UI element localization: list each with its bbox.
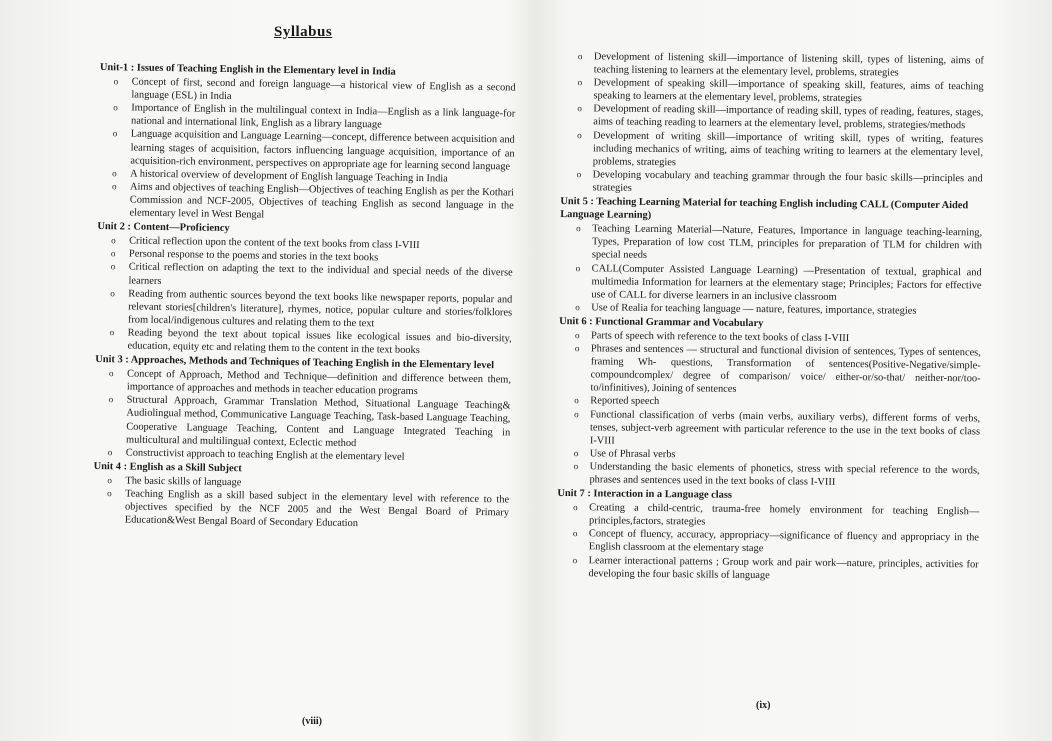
bullet-icon: o <box>110 248 116 259</box>
bullet-icon: o <box>574 408 579 419</box>
bullet-icon: o <box>577 51 583 62</box>
unit-heading: Unit-1 : Issues of Teaching English in the Elementary level in India <box>99 61 396 78</box>
topic-text: Structural Approach, Grammar Translation Method, Situational Language Teaching& Audiolingual method, Communicative Language Teaching, Task-based Language Teaching, Cooperative Language Teaching, Content and Language Integrated Teaching in multicultural and multilingual context, Eclectic method <box>125 394 511 449</box>
bullet-icon: o <box>574 330 580 341</box>
bullet-icon: o <box>575 262 581 273</box>
unit-topic-list <box>98 75 516 226</box>
bullet-icon: o <box>112 128 118 139</box>
page-number-left: (viii) <box>302 716 322 727</box>
topic-text: Personal response to the poems and stories in the text books <box>128 248 379 264</box>
unit-heading: Unit 2 : Content—Proficiency <box>97 221 230 235</box>
bullet-icon: o <box>113 102 118 113</box>
unit-heading: Unit 3 : Approaches, Methods and Techniques of Teaching English in the Elementary level <box>95 354 495 372</box>
bullet-icon: o <box>107 475 112 486</box>
topic-text: Phrases and sentences — structural and functional division of sentences, Types of sentences, framing Wh- questions, Transformation of sentences(Positive-Negative/simple-compoundcomplex/ degree of comparison/ voice/ either-or/so-that/ neither-nor/too-to/infinitives), Joining of sentences <box>590 343 981 396</box>
bullet-icon: o <box>112 167 117 179</box>
topic-text: The basic skills of language <box>125 475 242 489</box>
bullet-icon: o <box>113 76 119 87</box>
bullet-icon: o <box>110 287 115 298</box>
bullet-icon: o <box>573 461 579 472</box>
bullet-icon: o <box>109 327 115 338</box>
continued-topic-list <box>560 50 983 198</box>
topic-text: Reading beyond the text about topical issues like ecological issues and bio-diversity, education, equity etc and relating them to the content in the text books <box>127 327 512 357</box>
bullet-icon: o <box>573 502 578 513</box>
topic-text: Concept of first, second and foreign language—a historical view of English as a second language (ESL) in India <box>131 76 516 103</box>
topic-text: Development of listening skill—importance of listening skill, types of listening, aims of teaching listening to learners at the elementary level, problems, strategies <box>593 51 984 79</box>
right-units <box>556 195 982 584</box>
topic-text: Concept of Approach, Method and Technique—definition and difference between them, importance of approaches and methods in teacher education programs <box>126 368 512 398</box>
topic-item <box>558 342 981 399</box>
bullet-icon: o <box>110 261 116 272</box>
unit-topic-list <box>557 329 981 491</box>
topic-text: Learner interactional patterns ; Group work and pair work—nature, principles, activities for developing the four basic skills of language <box>588 554 979 581</box>
topic-item <box>561 129 983 173</box>
topic-text: Development of reading skill—importance of reading skill, types of reading, features, stages, aims of teaching reading to learners at the elementary level, problems, strategies/methods <box>593 103 984 132</box>
bullet-icon: o <box>577 129 582 140</box>
right-page <box>530 0 1052 741</box>
bullet-icon: o <box>575 301 580 312</box>
topic-text: CALL(Computer Assisted Language Learning) —Presentation of textual, graphical and multimedia Information for learners at the elementary stage; Principles; Factors for effective use of CALL for diverse learners in an inclusive classroom <box>591 262 982 303</box>
topic-item <box>556 554 978 585</box>
topic-text: Language acquisition and Language Learning—concept, difference between acquisition and learning stages of acquisition, factors influencing language acquisition, importance of an acquisition-rich environment, perspectives on appropriate age for learning second language <box>130 128 515 173</box>
bullet-icon: o <box>577 77 583 88</box>
bullet-icon: o <box>572 528 578 539</box>
topic-text: Creating a child-centric, trauma-free homely environment for teaching English—principles,factors, strategies <box>589 502 980 528</box>
unit-heading: Unit 5 : Teaching Learning Material for teaching English including CALL (Computer Aided Language Learning) <box>560 196 969 222</box>
topic-text: Functional classification of verbs (main verbs, auxiliary verbs), different forms of verbs, tenses, subject-verb agreement with particular reference to the use in the text books of class I-VIII <box>589 408 981 447</box>
bullet-icon: o <box>577 103 582 114</box>
bullet-icon: o <box>107 488 112 499</box>
topic-text: Constructivist approach to teaching English at the elementary level <box>125 447 405 463</box>
topic-text: Reported speech <box>590 395 660 408</box>
bullet-icon: o <box>574 395 579 406</box>
unit-topic-list <box>94 367 511 465</box>
topic-text: Importance of English in the multilingual context in India—English as a link language-for national and international link, English as a library language <box>130 102 516 131</box>
bullet-icon: o <box>572 554 578 565</box>
bullet-icon: o <box>111 181 117 192</box>
bullet-icon: o <box>107 446 113 457</box>
bullet-icon: o <box>576 169 582 180</box>
unit-heading: Unit 6 : Functional Grammar and Vocabulary <box>559 315 764 329</box>
bullet-icon: o <box>109 368 114 379</box>
topic-item <box>96 287 513 333</box>
topic-item <box>94 393 511 452</box>
left-column <box>93 60 516 533</box>
topic-text: Concept of fluency, accuracy, appropriacy—significance of fluency and appropriacy in the English classroom at the elementary stage <box>588 528 979 555</box>
topic-item <box>560 168 982 199</box>
unit-heading: Unit 4 : English as a Skill Subject <box>93 460 242 475</box>
topic-text: Teaching Learning Material—Nature, Features, Importance in language teaching-learning, Types, Preparation of low cost TLM, principles for preparation of TLM for children with special needs <box>591 223 983 262</box>
topic-text: Use of Realia for teaching language — nature, features, importance, strategies <box>591 302 917 317</box>
topic-text: Teaching English as a skill based subject in the elementary level with reference to the objectives specified by the NCF 2005 and the West Bengal Board of Primary Education&West Bengal Board of Secondary Education <box>124 488 510 530</box>
topic-text: Parts of speech with reference to the text books of class I-VIII <box>590 330 850 344</box>
unit-topic-list <box>559 222 982 318</box>
topic-text: A historical overview of development of English language Teaching in India <box>130 168 448 185</box>
topic-text: Use of Phrasal verbs <box>589 448 676 461</box>
topic-item <box>559 261 981 305</box>
topic-item <box>558 408 980 452</box>
topic-text: Development of writing skill—importance of writing skill, types of writing, features including mechanics of writing, aims of teaching writing to learners at the elementary level, problems, strategies <box>592 129 984 168</box>
topic-text: Developing vocabulary and teaching grammar through the four basic skills—principles and strategies <box>592 169 983 194</box>
unit-topic-list <box>93 474 510 533</box>
topic-text: Critical reflection on adapting the text to the individual and special needs of the diverse learners <box>128 261 513 287</box>
topic-item <box>98 127 515 173</box>
topic-item <box>560 222 982 266</box>
bullet-icon: o <box>108 394 114 405</box>
bullet-icon: o <box>111 235 116 246</box>
topic-item <box>93 487 510 533</box>
topic-text: Aims and objectives of teaching English—Objectives of teaching English as per the Kothari Commission and NCF-2005, Objectives of teaching English as second language in the elementary level in West Bengal <box>129 181 515 221</box>
topic-item <box>557 460 979 491</box>
unit-heading: Unit 7 : Interaction in a Language class <box>557 488 733 501</box>
topic-item <box>98 180 515 226</box>
page-number-right: (ix) <box>756 700 771 711</box>
topic-text: Development of speaking skill—importance of speaking skill, features, aims of teaching speaking to learners at the elementary level, problems, strategies <box>593 77 984 105</box>
right-column <box>556 50 984 584</box>
topic-text: Critical reflection upon the content of the text books from class I-VIII <box>129 235 420 252</box>
bullet-icon: o <box>576 223 581 234</box>
unit-topic-list <box>95 234 513 358</box>
topic-text: Understanding the basic elements of phonetics, stress with special reference to the words, phrases and sentences used in the text books of class I-VIII <box>589 461 980 488</box>
page-title: Syllabus <box>274 24 333 40</box>
topic-text: Reading from authentic sources beyond the text books like newspaper reports, popular and relevant stories[children's literature], rhymes, notice, popular culture and stories/folklores from local/indigenous cultures and relating them to the text <box>127 288 513 330</box>
bullet-icon: o <box>574 343 580 354</box>
bullet-icon: o <box>573 447 579 459</box>
unit-topic-list <box>556 501 979 584</box>
left-units <box>93 61 516 533</box>
